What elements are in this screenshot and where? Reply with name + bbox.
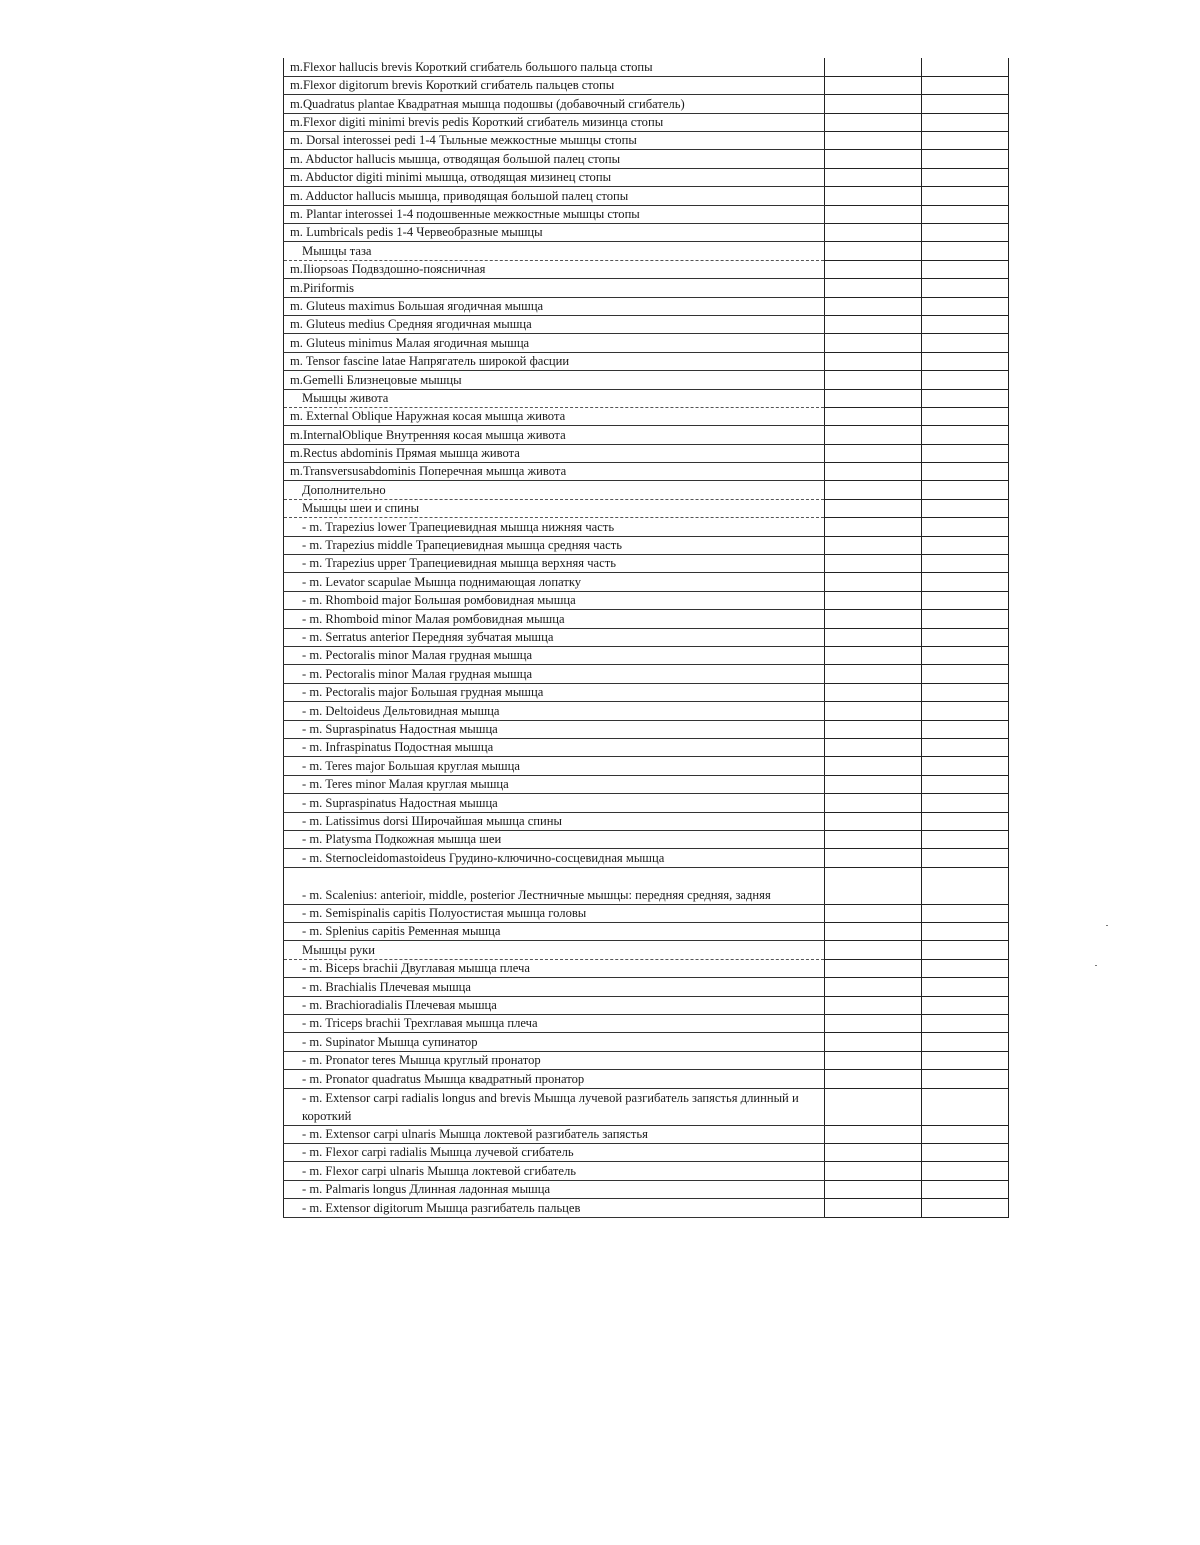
- section-heading-row: [284, 242, 1009, 260]
- entry-cell-1[interactable]: [825, 775, 922, 793]
- entry-cell-1[interactable]: [825, 58, 922, 76]
- entry-cell-2[interactable]: [922, 1199, 1009, 1217]
- muscle-name: m. Gluteus minimus Малая ягодичная мышца: [284, 334, 825, 352]
- entry-cell-2[interactable]: [922, 702, 1009, 720]
- entry-cell-2[interactable]: [922, 352, 1009, 370]
- scan-speck: [1106, 925, 1108, 926]
- entry-cell-1[interactable]: [825, 610, 922, 628]
- muscle-name: - m. Biceps brachii Двуглавая мышца плеча: [284, 959, 825, 977]
- muscle-row: [284, 224, 1009, 242]
- muscle-row: [284, 76, 1009, 94]
- entry-cell-1[interactable]: [825, 260, 922, 278]
- entry-cell-2[interactable]: [922, 297, 1009, 315]
- muscle-checklist-sheet: [283, 58, 1008, 1218]
- muscle-name: - m. Trapezius lower Трапециевидная мышца нижняя часть: [284, 518, 825, 536]
- muscle-row: [284, 775, 1009, 793]
- muscle-name: m.Gemelli Близнецовые мышцы: [284, 371, 825, 389]
- muscle-row: [284, 315, 1009, 333]
- entry-cell-1[interactable]: [825, 665, 922, 683]
- entry-cell-2[interactable]: [922, 389, 1009, 407]
- entry-cell-2[interactable]: [922, 187, 1009, 205]
- muscle-name: - m. Latissimus dorsi Широчайшая мышца спины: [284, 812, 825, 830]
- entry-cell-1[interactable]: [825, 628, 922, 646]
- muscle-name: - m. Scalenius: anterioir, middle, posterior Лестничные мышцы: передняя средняя, задняя: [284, 867, 825, 904]
- muscle-name: - m. Infraspinatus Подостная мышца: [284, 738, 825, 756]
- entry-cell-2[interactable]: [922, 757, 1009, 775]
- muscle-row: [284, 904, 1009, 922]
- entry-cell-2[interactable]: [922, 849, 1009, 867]
- muscle-row: [284, 334, 1009, 352]
- entry-cell-2[interactable]: [922, 1125, 1009, 1143]
- muscle-name: - m. Pectoralis minor Малая грудная мышца: [284, 647, 825, 665]
- muscle-name: - m. Pronator quadratus Мышца квадратный пронатор: [284, 1070, 825, 1088]
- entry-cell-1[interactable]: [825, 444, 922, 462]
- muscle-name: - m. Brachioradialis Плечевая мышца: [284, 996, 825, 1014]
- muscle-name: m. External Oblique Наружная косая мышца живота: [284, 407, 825, 425]
- muscle-name: - m. Palmaris longus Длинная ладонная мышца: [284, 1180, 825, 1198]
- muscle-row: [284, 573, 1009, 591]
- scan-speck: [1095, 965, 1097, 966]
- muscle-name: - m. Teres major Большая круглая мышца: [284, 757, 825, 775]
- muscle-name: m.Rectus abdominis Прямая мышца живота: [284, 444, 825, 462]
- entry-cell-2[interactable]: [922, 224, 1009, 242]
- entry-cell-1[interactable]: [825, 205, 922, 223]
- entry-cell-2[interactable]: [922, 113, 1009, 131]
- muscle-row: [284, 591, 1009, 609]
- muscle-row: [284, 168, 1009, 186]
- muscle-row: [284, 978, 1009, 996]
- entry-cell-2[interactable]: [922, 315, 1009, 333]
- entry-cell-1[interactable]: [825, 647, 922, 665]
- entry-cell-2[interactable]: [922, 738, 1009, 756]
- muscle-row: [284, 1015, 1009, 1033]
- entry-cell-1[interactable]: [825, 1143, 922, 1161]
- muscle-name: - m. Flexor carpi ulnaris Мышца локтевой сгибатель: [284, 1162, 825, 1180]
- entry-cell-2[interactable]: [922, 334, 1009, 352]
- section-heading: Мышцы руки: [284, 941, 825, 959]
- muscle-row: [284, 610, 1009, 628]
- entry-cell-2[interactable]: [922, 463, 1009, 481]
- muscle-row: [284, 187, 1009, 205]
- muscle-row: [284, 830, 1009, 848]
- muscle-row: [284, 518, 1009, 536]
- muscle-row: [284, 959, 1009, 977]
- muscle-row: [284, 536, 1009, 554]
- entry-cell-1[interactable]: [825, 1180, 922, 1198]
- entry-cell-1[interactable]: [825, 738, 922, 756]
- muscle-table: [283, 58, 1009, 1218]
- entry-cell-1[interactable]: [825, 187, 922, 205]
- muscle-row: [284, 720, 1009, 738]
- muscle-name: - m. Levator scapulae Мышца поднимающая лопатку: [284, 573, 825, 591]
- entry-cell-2[interactable]: [922, 426, 1009, 444]
- muscle-row: [284, 279, 1009, 297]
- entry-cell-1[interactable]: [825, 941, 922, 959]
- muscle-row: [284, 867, 1009, 904]
- entry-cell-1[interactable]: [825, 389, 922, 407]
- entry-cell-1[interactable]: [825, 1125, 922, 1143]
- entry-cell-2[interactable]: [922, 95, 1009, 113]
- entry-cell-1[interactable]: [825, 132, 922, 150]
- muscle-row: [284, 444, 1009, 462]
- entry-cell-1[interactable]: [825, 830, 922, 848]
- muscle-name: m.Flexor digiti minimi brevis pedis Короткий сгибатель мизинца стопы: [284, 113, 825, 131]
- muscle-name: m.Flexor hallucis brevis Короткий сгибатель большого пальца стопы: [284, 58, 825, 76]
- entry-cell-2[interactable]: [922, 168, 1009, 186]
- muscle-name: m. Dorsal interossei pedi 1-4 Тыльные межкостные мышцы стопы: [284, 132, 825, 150]
- muscle-name: - m. Supraspinatus Надостная мышца: [284, 720, 825, 738]
- entry-cell-1[interactable]: [825, 352, 922, 370]
- entry-cell-2[interactable]: [922, 812, 1009, 830]
- entry-cell-2[interactable]: [922, 904, 1009, 922]
- entry-cell-1[interactable]: [825, 923, 922, 941]
- section-heading: Дополнительно: [284, 481, 825, 499]
- section-heading-row: [284, 481, 1009, 499]
- entry-cell-2[interactable]: [922, 205, 1009, 223]
- entry-cell-2[interactable]: [922, 1180, 1009, 1198]
- muscle-row: [284, 407, 1009, 425]
- muscle-row: [284, 1199, 1009, 1217]
- entry-cell-2[interactable]: [922, 518, 1009, 536]
- entry-cell-2[interactable]: [922, 536, 1009, 554]
- muscle-name: m.Piriformis: [284, 279, 825, 297]
- entry-cell-1[interactable]: [825, 334, 922, 352]
- muscle-name: - m. Brachialis Плечевая мышца: [284, 978, 825, 996]
- muscle-name: m. Gluteus medius Средняя ягодичная мышца: [284, 315, 825, 333]
- entry-cell-2[interactable]: [922, 923, 1009, 941]
- entry-cell-2[interactable]: [922, 573, 1009, 591]
- entry-cell-1[interactable]: [825, 150, 922, 168]
- entry-cell-2[interactable]: [922, 481, 1009, 499]
- entry-cell-1[interactable]: [825, 315, 922, 333]
- entry-cell-2[interactable]: [922, 628, 1009, 646]
- entry-cell-1[interactable]: [825, 95, 922, 113]
- muscle-name: m. Abductor digiti minimi мышца, отводящая мизинец стопы: [284, 168, 825, 186]
- muscle-row: [284, 647, 1009, 665]
- entry-cell-1[interactable]: [825, 297, 922, 315]
- entry-cell-1[interactable]: [825, 168, 922, 186]
- entry-cell-1[interactable]: [825, 720, 922, 738]
- entry-cell-2[interactable]: [922, 683, 1009, 701]
- muscle-row: [284, 426, 1009, 444]
- entry-cell-2[interactable]: [922, 407, 1009, 425]
- muscle-row: [284, 58, 1009, 76]
- muscle-row: [284, 665, 1009, 683]
- entry-cell-2[interactable]: [922, 1162, 1009, 1180]
- entry-cell-1[interactable]: [825, 279, 922, 297]
- muscle-row: [284, 849, 1009, 867]
- entry-cell-2[interactable]: [922, 978, 1009, 996]
- entry-cell-1[interactable]: [825, 591, 922, 609]
- muscle-name: - m. Pronator teres Мышца круглый пронатор: [284, 1051, 825, 1069]
- muscle-name: - m. Pectoralis minor Малая грудная мышца: [284, 665, 825, 683]
- muscle-row: [284, 702, 1009, 720]
- entry-cell-1[interactable]: [825, 518, 922, 536]
- muscle-row: [284, 297, 1009, 315]
- muscle-name: - m. Flexor carpi radialis Мышца лучевой сгибатель: [284, 1143, 825, 1161]
- entry-cell-2[interactable]: [922, 720, 1009, 738]
- muscle-row: [284, 794, 1009, 812]
- muscle-name: - m. Supinator Мышца супинатор: [284, 1033, 825, 1051]
- entry-cell-2[interactable]: [922, 665, 1009, 683]
- entry-cell-1[interactable]: [825, 481, 922, 499]
- entry-cell-2[interactable]: [922, 58, 1009, 76]
- entry-cell-2[interactable]: [922, 959, 1009, 977]
- entry-cell-1[interactable]: [825, 1088, 922, 1125]
- entry-cell-1[interactable]: [825, 1015, 922, 1033]
- muscle-name: - m. Deltoideus Дельтовидная мышца: [284, 702, 825, 720]
- entry-cell-1[interactable]: [825, 794, 922, 812]
- muscle-row: [284, 150, 1009, 168]
- muscle-name: - m. Supraspinatus Надостная мышца: [284, 794, 825, 812]
- entry-cell-1[interactable]: [825, 978, 922, 996]
- entry-cell-2[interactable]: [922, 132, 1009, 150]
- entry-cell-1[interactable]: [825, 867, 922, 904]
- section-heading: Мышцы шеи и спины: [284, 499, 825, 517]
- muscle-row: [284, 1125, 1009, 1143]
- muscle-name: - m. Sternocleidomastoideus Грудино-ключично-сосцевидная мышца: [284, 849, 825, 867]
- entry-cell-1[interactable]: [825, 555, 922, 573]
- muscle-name: - m. Extensor carpi ulnaris Мышца локтевой разгибатель запястья: [284, 1125, 825, 1143]
- muscle-name: - m. Semispinalis capitis Полуостистая мышца головы: [284, 904, 825, 922]
- entry-cell-1[interactable]: [825, 242, 922, 260]
- muscle-row: [284, 996, 1009, 1014]
- muscle-row: [284, 683, 1009, 701]
- muscle-row: [284, 95, 1009, 113]
- section-heading: Мышцы таза: [284, 242, 825, 260]
- muscle-row: [284, 371, 1009, 389]
- muscle-name: - m. Trapezius middle Трапециевидная мышца средняя часть: [284, 536, 825, 554]
- entry-cell-2[interactable]: [922, 1070, 1009, 1088]
- entry-cell-2[interactable]: [922, 775, 1009, 793]
- entry-cell-1[interactable]: [825, 812, 922, 830]
- muscle-name: - m. Pectoralis major Большая грудная мышца: [284, 683, 825, 701]
- entry-cell-1[interactable]: [825, 1070, 922, 1088]
- muscle-row: [284, 463, 1009, 481]
- entry-cell-1[interactable]: [825, 1033, 922, 1051]
- muscle-name: m. Lumbricals pedis 1-4 Червеобразные мышцы: [284, 224, 825, 242]
- entry-cell-2[interactable]: [922, 941, 1009, 959]
- entry-cell-2[interactable]: [922, 867, 1009, 904]
- muscle-row: [284, 628, 1009, 646]
- entry-cell-1[interactable]: [825, 683, 922, 701]
- muscle-name: - m. Triceps brachii Трехглавая мышца плеча: [284, 1015, 825, 1033]
- entry-cell-1[interactable]: [825, 1162, 922, 1180]
- muscle-name: m.Quadratus plantae Квадратная мышца подошвы (добавочный сгибатель): [284, 95, 825, 113]
- muscle-row: [284, 1162, 1009, 1180]
- muscle-name: m. Tensor fascine latae Напрягатель широкой фасции: [284, 352, 825, 370]
- entry-cell-1[interactable]: [825, 224, 922, 242]
- entry-cell-2[interactable]: [922, 371, 1009, 389]
- muscle-row: [284, 132, 1009, 150]
- muscle-name: - m. Trapezius upper Трапециевидная мышца верхняя часть: [284, 555, 825, 573]
- entry-cell-1[interactable]: [825, 573, 922, 591]
- entry-cell-2[interactable]: [922, 591, 1009, 609]
- muscle-name: m.Transversusabdominis Поперечная мышца живота: [284, 463, 825, 481]
- entry-cell-2[interactable]: [922, 444, 1009, 462]
- entry-cell-1[interactable]: [825, 426, 922, 444]
- entry-cell-1[interactable]: [825, 371, 922, 389]
- entry-cell-2[interactable]: [922, 610, 1009, 628]
- entry-cell-2[interactable]: [922, 76, 1009, 94]
- entry-cell-1[interactable]: [825, 702, 922, 720]
- entry-cell-1[interactable]: [825, 959, 922, 977]
- muscle-row: [284, 757, 1009, 775]
- entry-cell-2[interactable]: [922, 499, 1009, 517]
- entry-cell-1[interactable]: [825, 113, 922, 131]
- muscle-row: [284, 1088, 1009, 1125]
- entry-cell-2[interactable]: [922, 1051, 1009, 1069]
- entry-cell-1[interactable]: [825, 463, 922, 481]
- entry-cell-1[interactable]: [825, 904, 922, 922]
- muscle-row: [284, 1143, 1009, 1161]
- entry-cell-2[interactable]: [922, 279, 1009, 297]
- muscle-name: m. Plantar interossei 1-4 подошвенные межкостные мышцы стопы: [284, 205, 825, 223]
- muscle-row: [284, 812, 1009, 830]
- muscle-name: - m. Splenius capitis Ременная мышца: [284, 923, 825, 941]
- muscle-name: m.Flexor digitorum brevis Короткий сгибатель пальцев стопы: [284, 76, 825, 94]
- muscle-row: [284, 923, 1009, 941]
- section-heading-row: [284, 499, 1009, 517]
- entry-cell-1[interactable]: [825, 76, 922, 94]
- muscle-row: [284, 555, 1009, 573]
- muscle-name: - m. Serratus anterior Передняя зубчатая мышца: [284, 628, 825, 646]
- entry-cell-1[interactable]: [825, 499, 922, 517]
- muscle-name: m. Abductor hallucis мышца, отводящая большой палец стопы: [284, 150, 825, 168]
- entry-cell-2[interactable]: [922, 647, 1009, 665]
- entry-cell-1[interactable]: [825, 536, 922, 554]
- muscle-name: - m. Extensor digitorum Мышца разгибатель пальцев: [284, 1199, 825, 1217]
- muscle-row: [284, 260, 1009, 278]
- muscle-row: [284, 1033, 1009, 1051]
- entry-cell-2[interactable]: [922, 242, 1009, 260]
- entry-cell-1[interactable]: [825, 407, 922, 425]
- entry-cell-2[interactable]: [922, 260, 1009, 278]
- muscle-name: - m. Teres minor Малая круглая мышца: [284, 775, 825, 793]
- muscle-row: [284, 205, 1009, 223]
- entry-cell-1[interactable]: [825, 757, 922, 775]
- entry-cell-2[interactable]: [922, 1015, 1009, 1033]
- muscle-name: m. Gluteus maximus Большая ягодичная мышца: [284, 297, 825, 315]
- muscle-row: [284, 1070, 1009, 1088]
- entry-cell-2[interactable]: [922, 1033, 1009, 1051]
- muscle-name: - m. Rhomboid major Большая ромбовидная мышца: [284, 591, 825, 609]
- muscle-name: m.InternalOblique Внутренняя косая мышца живота: [284, 426, 825, 444]
- entry-cell-1[interactable]: [825, 849, 922, 867]
- entry-cell-2[interactable]: [922, 150, 1009, 168]
- section-heading-row: [284, 941, 1009, 959]
- muscle-table-body: [284, 58, 1009, 1217]
- muscle-name: m. Adductor hallucis мышца, приводящая большой палец стопы: [284, 187, 825, 205]
- muscle-row: [284, 738, 1009, 756]
- entry-cell-2[interactable]: [922, 830, 1009, 848]
- muscle-name: m.Iliopsoas Подвздошно-поясничная: [284, 260, 825, 278]
- section-heading: Мышцы живота: [284, 389, 825, 407]
- section-heading-row: [284, 389, 1009, 407]
- entry-cell-2[interactable]: [922, 996, 1009, 1014]
- muscle-name: - m. Rhomboid minor Малая ромбовидная мышца: [284, 610, 825, 628]
- entry-cell-2[interactable]: [922, 794, 1009, 812]
- entry-cell-1[interactable]: [825, 996, 922, 1014]
- entry-cell-1[interactable]: [825, 1051, 922, 1069]
- muscle-name: - m. Extensor carpi radialis longus and brevis Мышца лучевой разгибатель запястья длинный и короткий: [284, 1088, 825, 1125]
- entry-cell-1[interactable]: [825, 1199, 922, 1217]
- muscle-row: [284, 1180, 1009, 1198]
- entry-cell-2[interactable]: [922, 555, 1009, 573]
- muscle-row: [284, 1051, 1009, 1069]
- entry-cell-2[interactable]: [922, 1088, 1009, 1125]
- muscle-row: [284, 352, 1009, 370]
- entry-cell-2[interactable]: [922, 1143, 1009, 1161]
- muscle-row: [284, 113, 1009, 131]
- muscle-name: - m. Platysma Подкожная мышца шеи: [284, 830, 825, 848]
